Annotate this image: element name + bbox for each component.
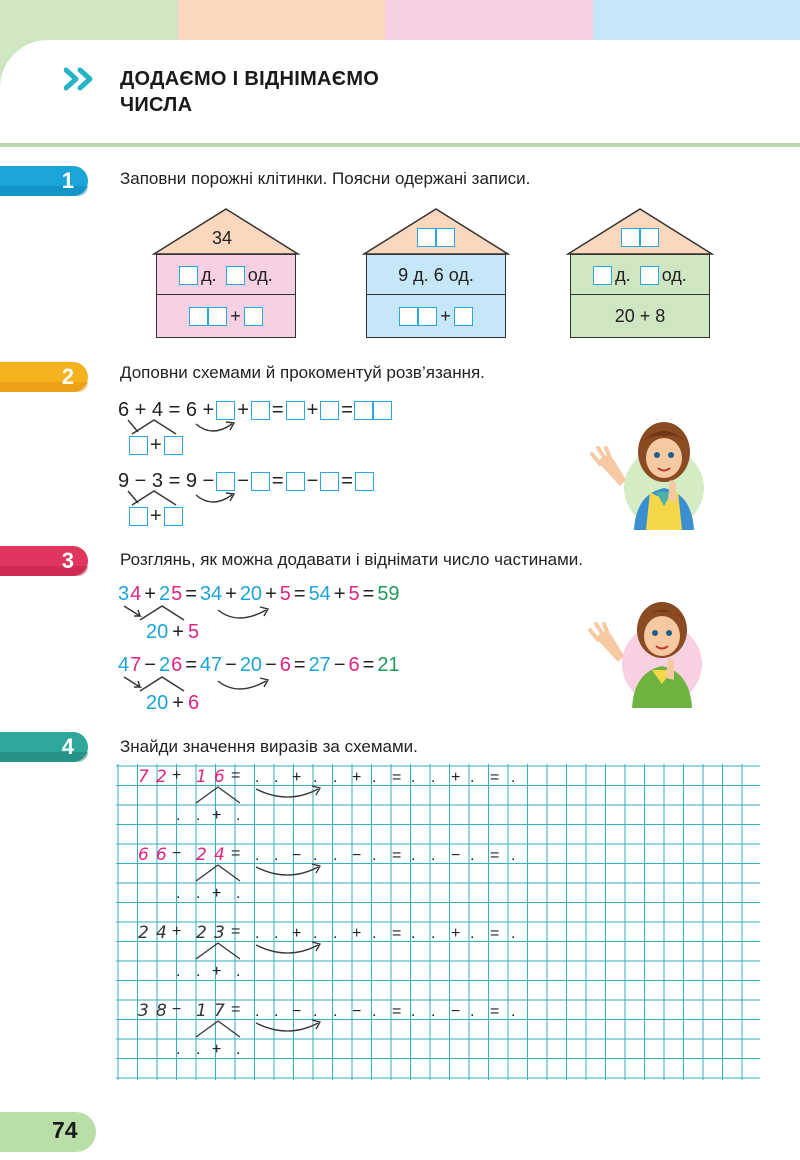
house-2: [362, 208, 510, 326]
house-3-middle: д. од.: [570, 254, 710, 296]
operator: −: [172, 845, 182, 862]
empty-cell[interactable]: [355, 472, 374, 491]
operator: +: [212, 1041, 222, 1058]
handwritten-digit: 7: [138, 767, 149, 787]
empty-cell[interactable]: [179, 266, 198, 285]
placeholder-dot: .: [236, 807, 241, 824]
page-title: [120, 66, 379, 118]
empty-cell[interactable]: [593, 266, 612, 285]
placeholder-dot: .: [274, 769, 279, 786]
placeholder-dot: .: [313, 925, 318, 942]
task-2-split-1: +: [128, 433, 184, 457]
placeholder-dot: .: [176, 1041, 181, 1058]
house-1-roof-number: 34: [212, 228, 233, 248]
operator: −: [292, 847, 302, 864]
empty-cell[interactable]: [226, 266, 245, 285]
placeholder-dot: .: [411, 769, 416, 786]
placeholder-dot: .: [470, 925, 475, 942]
placeholder-dot: .: [431, 769, 436, 786]
empty-cell[interactable]: [320, 401, 339, 420]
empty-double-cell[interactable]: [417, 228, 455, 247]
handwritten-digit: 8: [156, 1001, 167, 1021]
placeholder-dot: .: [333, 925, 338, 942]
handwritten-digit: 7: [214, 1001, 225, 1021]
operator: +: [451, 925, 461, 942]
operator: +: [352, 769, 362, 786]
equals-sign: =: [392, 925, 402, 942]
placeholder-dot: .: [176, 885, 181, 902]
house-3-bottom: 20 + 8: [570, 294, 710, 338]
boy-illustration: [582, 580, 712, 710]
placeholder-dot: .: [236, 1041, 241, 1058]
double-chevron-icon: [64, 66, 106, 99]
empty-double-cell[interactable]: [399, 307, 437, 326]
equals-sign: =: [392, 1003, 402, 1020]
empty-cell[interactable]: [216, 472, 235, 491]
empty-cell[interactable]: [286, 472, 305, 491]
placeholder-dot: .: [176, 807, 181, 824]
equals-sign: =: [392, 769, 402, 786]
handwritten-digit: 1: [196, 1001, 207, 1021]
handwritten-digit: 3: [138, 1001, 149, 1021]
placeholder-dot: .: [431, 847, 436, 864]
placeholder-dot: .: [470, 1003, 475, 1020]
split-scheme-arrow: [178, 1017, 398, 1057]
placeholder-dot: .: [313, 1003, 318, 1020]
equals-sign: =: [490, 925, 500, 942]
empty-cell[interactable]: [164, 436, 183, 455]
placeholder-dot: .: [372, 925, 377, 942]
handwritten-digit: 4: [156, 923, 167, 943]
operator: +: [172, 923, 182, 940]
operator: +: [212, 807, 222, 824]
empty-double-cell[interactable]: [621, 228, 659, 247]
operator: +: [352, 925, 362, 942]
placeholder-dot: .: [511, 847, 516, 864]
placeholder-dot: .: [411, 925, 416, 942]
equals-sign: =: [231, 845, 241, 862]
title-line-2: ЧИСЛА: [120, 94, 193, 116]
handwritten-digit: 2: [196, 923, 207, 943]
placeholder-dot: .: [372, 1003, 377, 1020]
task-3-split-1: 20 + 5: [146, 621, 200, 643]
placeholder-dot: .: [196, 1041, 201, 1058]
task-3-equation-2: 4 7 − 2 6 = 47 − 20 − 6 = 27 − 6 = 21: [118, 654, 400, 676]
handwritten-digit: 6: [156, 845, 167, 865]
equals-sign: =: [490, 769, 500, 786]
placeholder-dot: .: [274, 1003, 279, 1020]
empty-cell[interactable]: [286, 401, 305, 420]
split-scheme-arrow: [178, 861, 398, 901]
placeholder-dot: .: [196, 885, 201, 902]
house-2-bottom: +: [366, 294, 506, 338]
handwritten-digit: 6: [214, 767, 225, 787]
equals-sign: =: [392, 847, 402, 864]
task-number-3: 3: [0, 546, 88, 576]
empty-double-cell[interactable]: [189, 307, 227, 326]
empty-cell[interactable]: [129, 436, 148, 455]
task-2-split-2: +: [128, 504, 184, 528]
operator: −: [352, 847, 362, 864]
equals-sign: =: [490, 847, 500, 864]
task-number-2: 2: [0, 362, 88, 392]
placeholder-dot: .: [511, 925, 516, 942]
operator: −: [451, 1003, 461, 1020]
house-3: [566, 208, 714, 326]
operator: +: [451, 769, 461, 786]
task-1-text: Заповни порожні клітинки. Поясни одержані записи.: [120, 169, 531, 188]
equals-sign: =: [490, 1003, 500, 1020]
empty-cell[interactable]: [251, 472, 270, 491]
placeholder-dot: .: [196, 807, 201, 824]
placeholder-dot: .: [333, 769, 338, 786]
house-1-middle: д. од.: [156, 254, 296, 296]
empty-cell[interactable]: [164, 507, 183, 526]
handwritten-digit: 6: [138, 845, 149, 865]
handwritten-digit: 2: [138, 923, 149, 943]
page-number: 74: [52, 1117, 78, 1143]
handwritten-digit: 2: [196, 845, 207, 865]
task-2-equation-1: 6 + 4 = 6 + + = + =: [118, 398, 392, 422]
placeholder-dot: .: [255, 925, 260, 942]
placeholder-dot: .: [255, 769, 260, 786]
placeholder-dot: .: [333, 847, 338, 864]
task-4-text: Знайди значення виразів за схемами.: [120, 737, 418, 756]
empty-cell[interactable]: [216, 401, 235, 420]
empty-cell[interactable]: [454, 307, 473, 326]
operator: −: [292, 1003, 302, 1020]
equals-sign: =: [231, 923, 241, 940]
task-2-text: Доповни схемами й прокоментуй розв’язання.: [120, 363, 485, 382]
operator: +: [172, 767, 182, 784]
placeholder-dot: .: [176, 963, 181, 980]
placeholder-dot: .: [372, 769, 377, 786]
handwritten-digit: 4: [214, 845, 225, 865]
placeholder-dot: .: [511, 769, 516, 786]
task-3-equation-1: 3 4 + 2 5 = 34 + 20 + 5 = 54 + 5 = 59: [118, 583, 400, 605]
handwritten-digit: 1: [196, 767, 207, 787]
placeholder-dot: .: [236, 885, 241, 902]
empty-double-cell[interactable]: [354, 401, 392, 420]
task-3-text: Розглянь, як можна додавати і віднімати число частинами.: [120, 550, 584, 569]
task-number-4: 4: [0, 732, 88, 762]
placeholder-dot: .: [255, 847, 260, 864]
empty-cell[interactable]: [129, 507, 148, 526]
placeholder-dot: .: [431, 1003, 436, 1020]
header-divider: [0, 143, 800, 147]
handwritten-digit: 3: [214, 923, 225, 943]
placeholder-dot: .: [511, 1003, 516, 1020]
empty-cell[interactable]: [251, 401, 270, 420]
placeholder-dot: .: [333, 1003, 338, 1020]
task-number-1: 1: [0, 166, 88, 196]
empty-cell[interactable]: [244, 307, 263, 326]
placeholder-dot: .: [470, 769, 475, 786]
task-4-exercises: [118, 765, 758, 1077]
empty-cell[interactable]: [320, 472, 339, 491]
page-number-tab: [0, 1112, 96, 1152]
operator: −: [352, 1003, 362, 1020]
placeholder-dot: .: [313, 769, 318, 786]
equals-sign: =: [231, 767, 241, 784]
operator: +: [292, 925, 302, 942]
split-scheme-arrow: [178, 783, 398, 823]
placeholder-dot: .: [470, 847, 475, 864]
placeholder-dot: .: [255, 1003, 260, 1020]
placeholder-dot: .: [274, 925, 279, 942]
operator: +: [292, 769, 302, 786]
placeholder-dot: .: [431, 925, 436, 942]
girl-illustration: [586, 402, 716, 532]
title-line-1: ДОДАЄМО І ВІДНІМАЄМО: [120, 68, 380, 90]
handwritten-digit: 2: [156, 767, 167, 787]
operator: +: [212, 963, 222, 980]
placeholder-dot: .: [313, 847, 318, 864]
placeholder-dot: .: [411, 1003, 416, 1020]
house-2-middle: 9 д. 6 од.: [366, 254, 506, 296]
operator: −: [451, 847, 461, 864]
placeholder-dot: .: [372, 847, 377, 864]
placeholder-dot: .: [236, 963, 241, 980]
operator: +: [212, 885, 222, 902]
operator: −: [172, 1001, 182, 1018]
split-scheme-arrow: [178, 939, 398, 979]
equals-sign: =: [231, 1001, 241, 1018]
placeholder-dot: .: [274, 847, 279, 864]
empty-cell[interactable]: [640, 266, 659, 285]
task-2-equation-2: 9 − 3 = 9 − − = − =: [118, 469, 375, 493]
task-3-split-2: 20 + 6: [146, 692, 200, 714]
house-1-bottom: +: [156, 294, 296, 338]
placeholder-dot: .: [196, 963, 201, 980]
placeholder-dot: .: [411, 847, 416, 864]
